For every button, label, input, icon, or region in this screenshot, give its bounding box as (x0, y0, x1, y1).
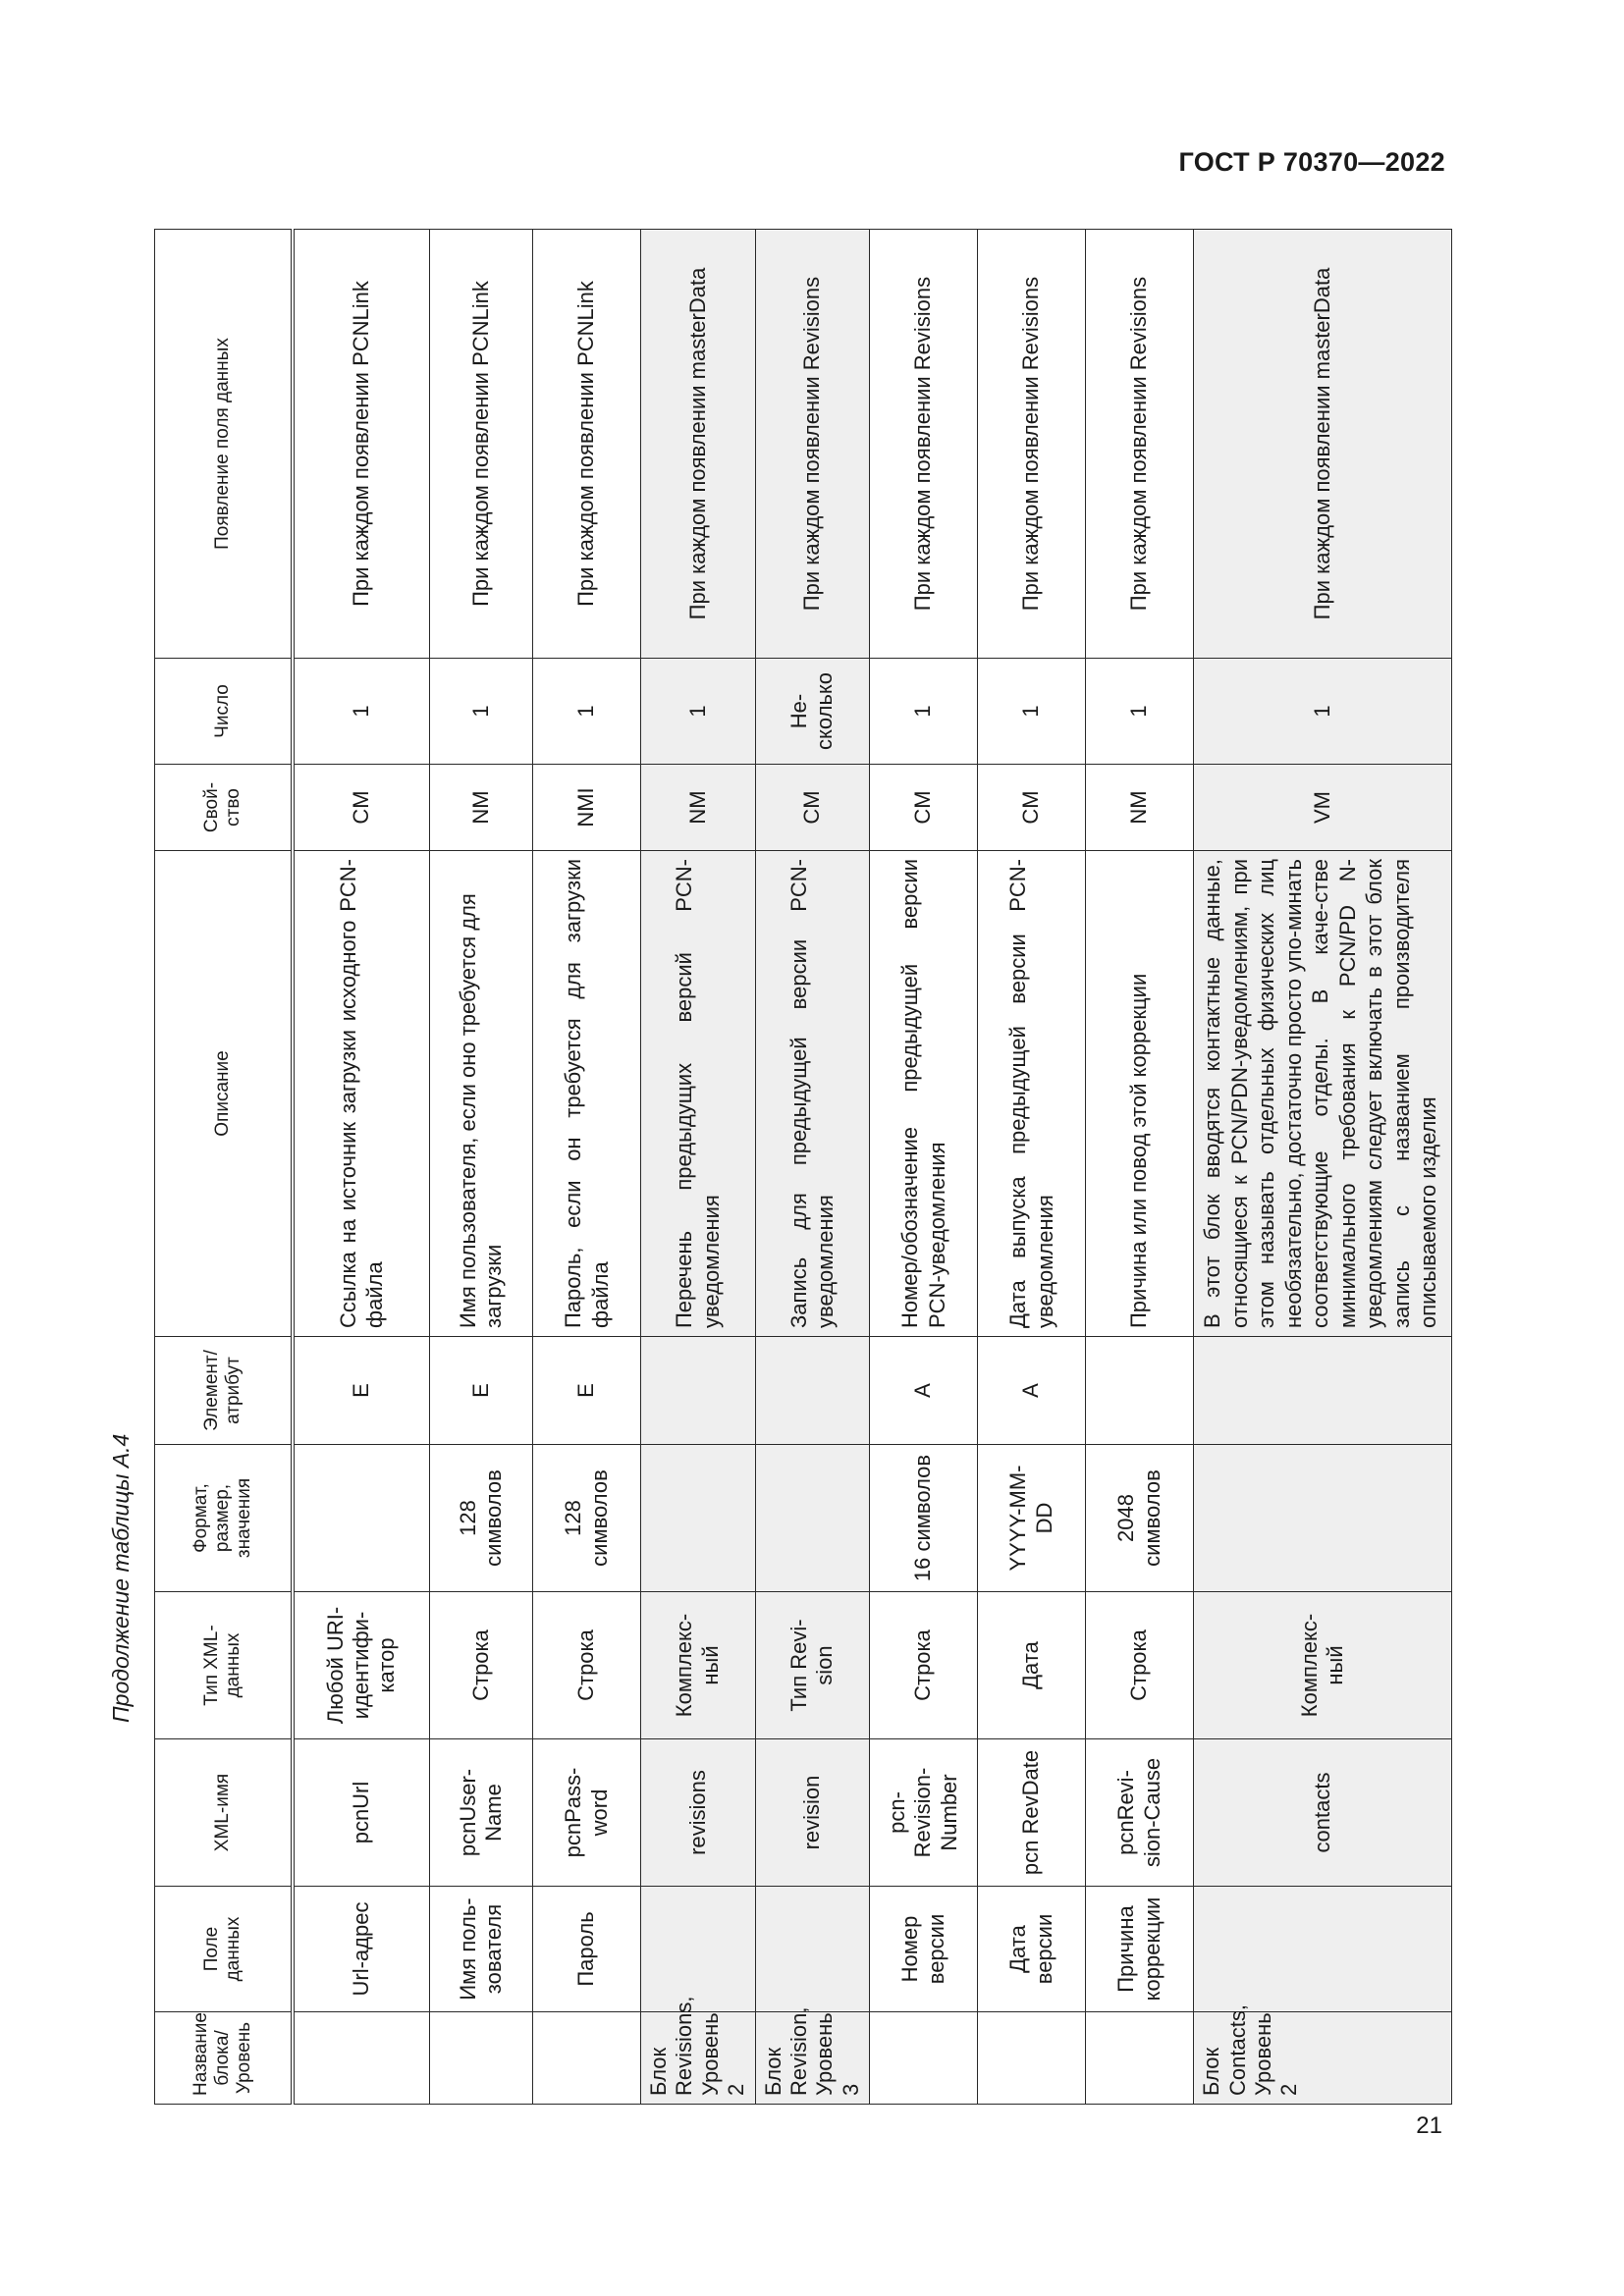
table-row (293, 230, 430, 2105)
table-cell: Имя пользователя, если оно требуется для загрузки (430, 851, 533, 1337)
table-cell: Не-сколько (755, 659, 870, 765)
table-cell: Имя поль-зователя (430, 1887, 533, 2012)
col-header-occurrence: Появление поля данных (155, 230, 293, 659)
table-cell: 1 (870, 659, 978, 765)
table-cell: VM (1194, 765, 1452, 851)
table-cell: A (870, 1337, 978, 1445)
table-row (641, 230, 756, 2105)
table-caption: Продолжение таблицы А.4 (108, 1433, 134, 1723)
table-row (870, 230, 978, 2105)
col-header-count: Число (155, 659, 293, 765)
table-cell (641, 1337, 756, 1445)
col-header-format: Формат, размер, значения (155, 1445, 293, 1592)
table-cell: pcn-Revision-Number (870, 1739, 978, 1887)
table-cell: 2048 символов (1086, 1445, 1194, 1592)
rotated-table-container (154, 230, 1441, 2105)
table-cell: NM (430, 765, 533, 851)
table-cell (870, 2012, 978, 2105)
table-cell (755, 1337, 870, 1445)
table-cell: Запись для предыдущей версии PCN-уведомления (755, 851, 870, 1337)
table-cell: Блок Revision, Уровень 3 (755, 2012, 870, 2105)
col-header-xml-type: Тип XML-данных (155, 1592, 293, 1739)
table-cell: Пароль (533, 1887, 641, 2012)
table-cell: Комплекс-ный (641, 1592, 756, 1739)
table-cell: E (533, 1337, 641, 1445)
table-cell: CM (293, 765, 430, 851)
table-cell (1086, 2012, 1194, 2105)
table-cell: Тип Revi-sion (755, 1592, 870, 1739)
table-cell: 1 (533, 659, 641, 765)
table-cell: 1 (293, 659, 430, 765)
table-cell: 128 символов (533, 1445, 641, 1592)
table-cell: NM (641, 765, 756, 851)
table-cell: Блок Revisions, Уровень 2 (641, 2012, 756, 2105)
col-header-block-level: Название блока/ Уровень (155, 2012, 293, 2105)
table-row (978, 230, 1086, 2105)
table-cell: При каждом появлении masterData (641, 230, 756, 659)
table-cell: pcnPass-word (533, 1739, 641, 1887)
table-cell (430, 2012, 533, 2105)
table-row (533, 230, 641, 2105)
table-cell: pcnUser-Name (430, 1739, 533, 1887)
table-cell: 1 (641, 659, 756, 765)
table-cell: При каждом появлении PCNLink (430, 230, 533, 659)
table-cell: В этот блок вводятся контактные данные, относящиеся к PCN/PDN-уведомлениям, при этом называть отдельных физических лиц необязательно, достаточно просто упо-минать соответствующие отделы. В каче-стве минимального требования к PCN/PD N-уведомлениям следует включать в этот блок запись с названием производителя описываемого изделия (1194, 851, 1452, 1337)
table-cell: При каждом появлении Revisions (870, 230, 978, 659)
table-cell: Причина коррекции (1086, 1887, 1194, 2012)
table-cell: contacts (1194, 1739, 1452, 1887)
table-cell: При каждом появлении Revisions (755, 230, 870, 659)
table-cell (533, 2012, 641, 2105)
table-cell (1194, 1887, 1452, 2012)
table-cell (1194, 1445, 1452, 1592)
table-cell: 1 (430, 659, 533, 765)
table-cell: 128 символов (430, 1445, 533, 1592)
table-cell: При каждом появлении masterData (1194, 230, 1452, 659)
table-cell: Строка (870, 1592, 978, 1739)
table-cell: 1 (978, 659, 1086, 765)
table-cell: Url-адрес (293, 1887, 430, 2012)
page-number: 21 (1416, 2112, 1442, 2139)
document-standard-header: ГОСТ Р 70370—2022 (1178, 147, 1445, 177)
table-cell: Любой URI-идентифи-катор (293, 1592, 430, 1739)
table-row (755, 230, 870, 2105)
table-cell: 1 (1194, 659, 1452, 765)
table-row (430, 230, 533, 2105)
table-cell: Причина или повод этой коррекции (1086, 851, 1194, 1337)
table-cell: При каждом появлении Revisions (1086, 230, 1194, 659)
col-header-description: Описание (155, 851, 293, 1337)
table-row (1194, 230, 1452, 2105)
table-cell: NM (1086, 765, 1194, 851)
table-cell: 16 символов (870, 1445, 978, 1592)
table-cell (293, 1445, 430, 1592)
table-cell: Блок Contacts, Уровень 2 (1194, 2012, 1452, 2105)
table-cell: YYYY-MM-DD (978, 1445, 1086, 1592)
table-cell: A (978, 1337, 1086, 1445)
col-header-xml-name: XML-имя (155, 1739, 293, 1887)
table-cell (978, 2012, 1086, 2105)
table-cell (641, 1445, 756, 1592)
table-cell: E (293, 1337, 430, 1445)
col-header-element-attribute: Элемент/ атрибут (155, 1337, 293, 1445)
specification-table (154, 229, 1452, 2105)
table-cell (755, 1445, 870, 1592)
table-cell: revision (755, 1739, 870, 1887)
table-cell: pcnUrl (293, 1739, 430, 1887)
table-cell: Комплекс-ный (1194, 1592, 1452, 1739)
table-row (1086, 230, 1194, 2105)
table-cell: CM (978, 765, 1086, 851)
table-cell: Номер версии (870, 1887, 978, 2012)
table-cell: Строка (1086, 1592, 1194, 1739)
table-cell (1194, 1337, 1452, 1445)
table-cell: Дата выпуска предыдущей версии PCN-уведомления (978, 851, 1086, 1337)
col-header-data-field: Поле данных (155, 1887, 293, 2012)
table-cell (641, 1887, 756, 2012)
table-cell: Строка (430, 1592, 533, 1739)
table-cell: CM (870, 765, 978, 851)
table-cell: Ссылка на источник загрузки исходного PCN-файла (293, 851, 430, 1337)
table-cell: E (430, 1337, 533, 1445)
table-cell: Дата версии (978, 1887, 1086, 2012)
table-cell: При каждом появлении PCNLink (293, 230, 430, 659)
table-cell: revisions (641, 1739, 756, 1887)
table-cell: CM (755, 765, 870, 851)
table-cell: pcn RevDate (978, 1739, 1086, 1887)
col-header-property: Свой-ство (155, 765, 293, 851)
table-cell (293, 2012, 430, 2105)
table-cell: 1 (1086, 659, 1194, 765)
table-cell: NMI (533, 765, 641, 851)
table-cell: Дата (978, 1592, 1086, 1739)
table-cell: Перечень предыдущих версий PCN-уведомления (641, 851, 756, 1337)
table-cell: При каждом появлении Revisions (978, 230, 1086, 659)
table-cell: pcnRevi-sion-Cause (1086, 1739, 1194, 1887)
table-cell (755, 1887, 870, 2012)
table-cell: При каждом появлении PCNLink (533, 230, 641, 659)
table-cell: Номер/обозначение предыдущей версии PCN-уведомления (870, 851, 978, 1337)
table-cell: Строка (533, 1592, 641, 1739)
table-cell: Пароль, если он требуется для загрузки файла (533, 851, 641, 1337)
table-header-row (155, 230, 293, 2105)
table-cell (1086, 1337, 1194, 1445)
